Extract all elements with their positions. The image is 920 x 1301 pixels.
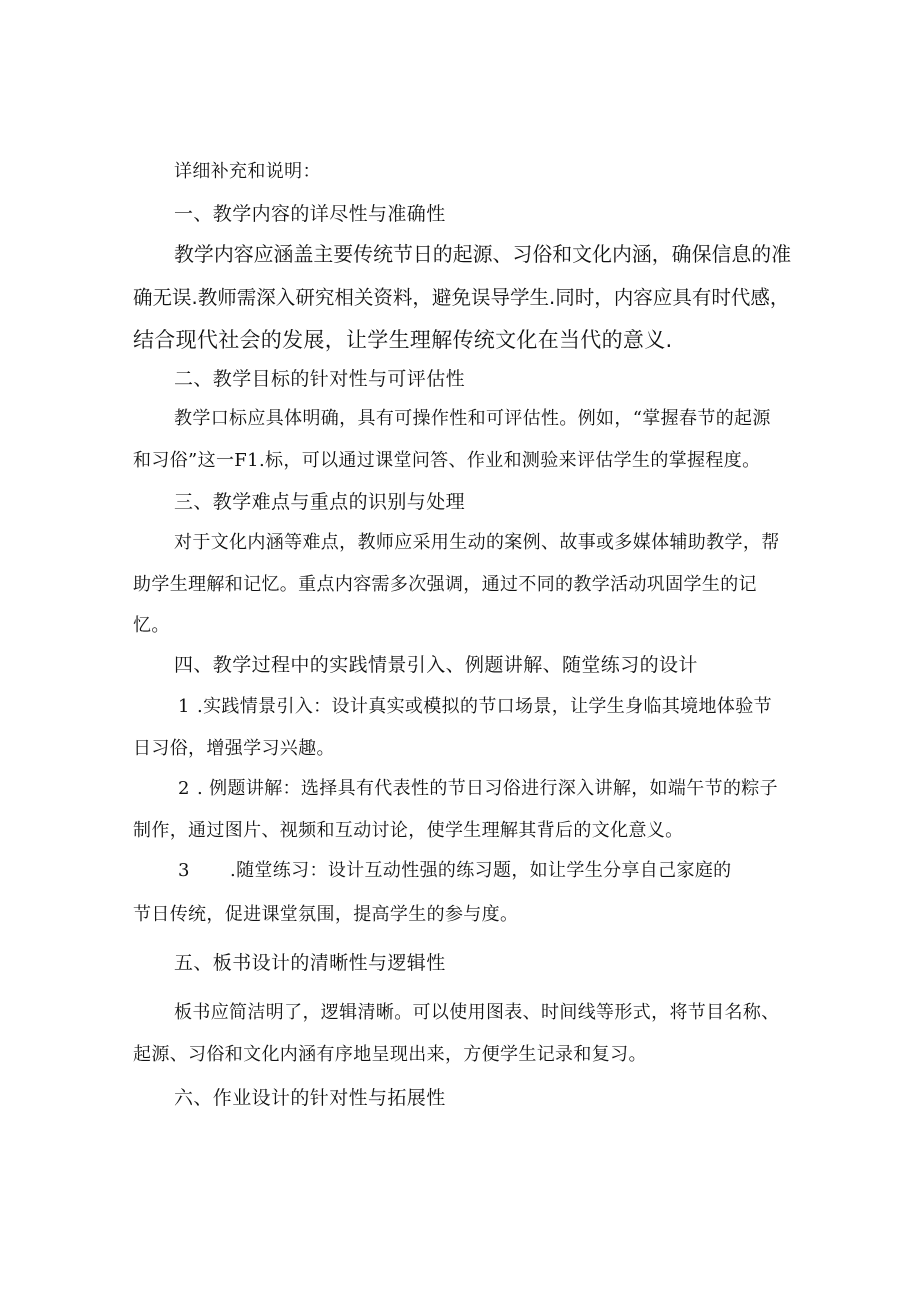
section5-paragraph-line: 板书应简洁明了，逻辑清晰。可以使用图表、时间线等形式，将节目名称、 bbox=[174, 1002, 780, 1023]
section1-paragraph-line: 确无误.教师需深入研究相关资料，避免误导学生.同时，内容应具有时代感， bbox=[133, 286, 790, 309]
section-heading-2: 二、教学目标的针对性与可评估性 bbox=[174, 368, 466, 390]
section3-paragraph-line: 助学生理解和记忆。重点内容需多次强调，通过不同的教学活动巩固学生的记 bbox=[133, 574, 757, 595]
section3-paragraph-line: 对于文化内涵等难点，教师应采用生动的案例、故事或多媒体辅助教学，帮 bbox=[174, 532, 780, 553]
list-item-number-3: 3 bbox=[178, 860, 190, 881]
section1-paragraph-line: 结合现代社会的发展，让学生理解传统文化在当代的意义. bbox=[133, 328, 673, 352]
section2-paragraph-line: 教学口标应具体明确，具有可操作性和可评估性。例如，“掌握春节的起源 bbox=[174, 408, 771, 429]
intro-text: 详细补充和说明： bbox=[174, 161, 321, 182]
list-item-2-line: 制作，通过图片、视频和互动讨论，使学生理解其背后的文化意义。 bbox=[133, 820, 684, 841]
list-item-1-line: .实践情景引入：设计真实或模拟的节口场景，让学生身临其境地体验节 bbox=[197, 696, 772, 717]
section3-paragraph-line: 忆。 bbox=[133, 615, 170, 636]
list-item-3-line: .随堂练习：设计互动性强的练习题，如让学生分享自己家庭的 bbox=[230, 860, 732, 881]
list-item-number-2: 2 bbox=[178, 778, 190, 799]
section1-paragraph-line: 教学内容应涵盖主要传统节日的起源、习俗和文化内涵，确保信息的准 bbox=[174, 243, 792, 266]
list-item-2-line: . 例题讲解：选择具有代表性的节日习俗进行深入讲解，如端午节的粽子 bbox=[197, 778, 778, 799]
list-item-1-line: 日习俗，增强学习兴趣。 bbox=[133, 738, 335, 759]
section-heading-1: 一、教学内容的详尽性与准确性 bbox=[174, 203, 446, 225]
section-heading-3: 三、教学难点与重点的识别与处理 bbox=[174, 491, 466, 513]
list-item-number-1: 1 bbox=[178, 696, 190, 717]
list-item-3-line: 节日传统，促进课堂氛围，提高学生的参与度。 bbox=[133, 904, 519, 925]
section2-paragraph-line: 和习俗”这一F1.标，可以通过课堂问答、作业和测验来评估学生的掌握程度。 bbox=[133, 450, 761, 471]
section-heading-6: 六、作业设计的针对性与拓展性 bbox=[174, 1087, 446, 1109]
section-heading-4: 四、教学过程中的实践情景引入、例题讲解、随堂练习的设计 bbox=[174, 654, 698, 676]
section-heading-5: 五、板书设计的清晰性与逻辑性 bbox=[174, 952, 446, 974]
section5-paragraph-line: 起源、习俗和文化内涵有序地呈现出来，方便学生记录和复习。 bbox=[133, 1044, 647, 1065]
